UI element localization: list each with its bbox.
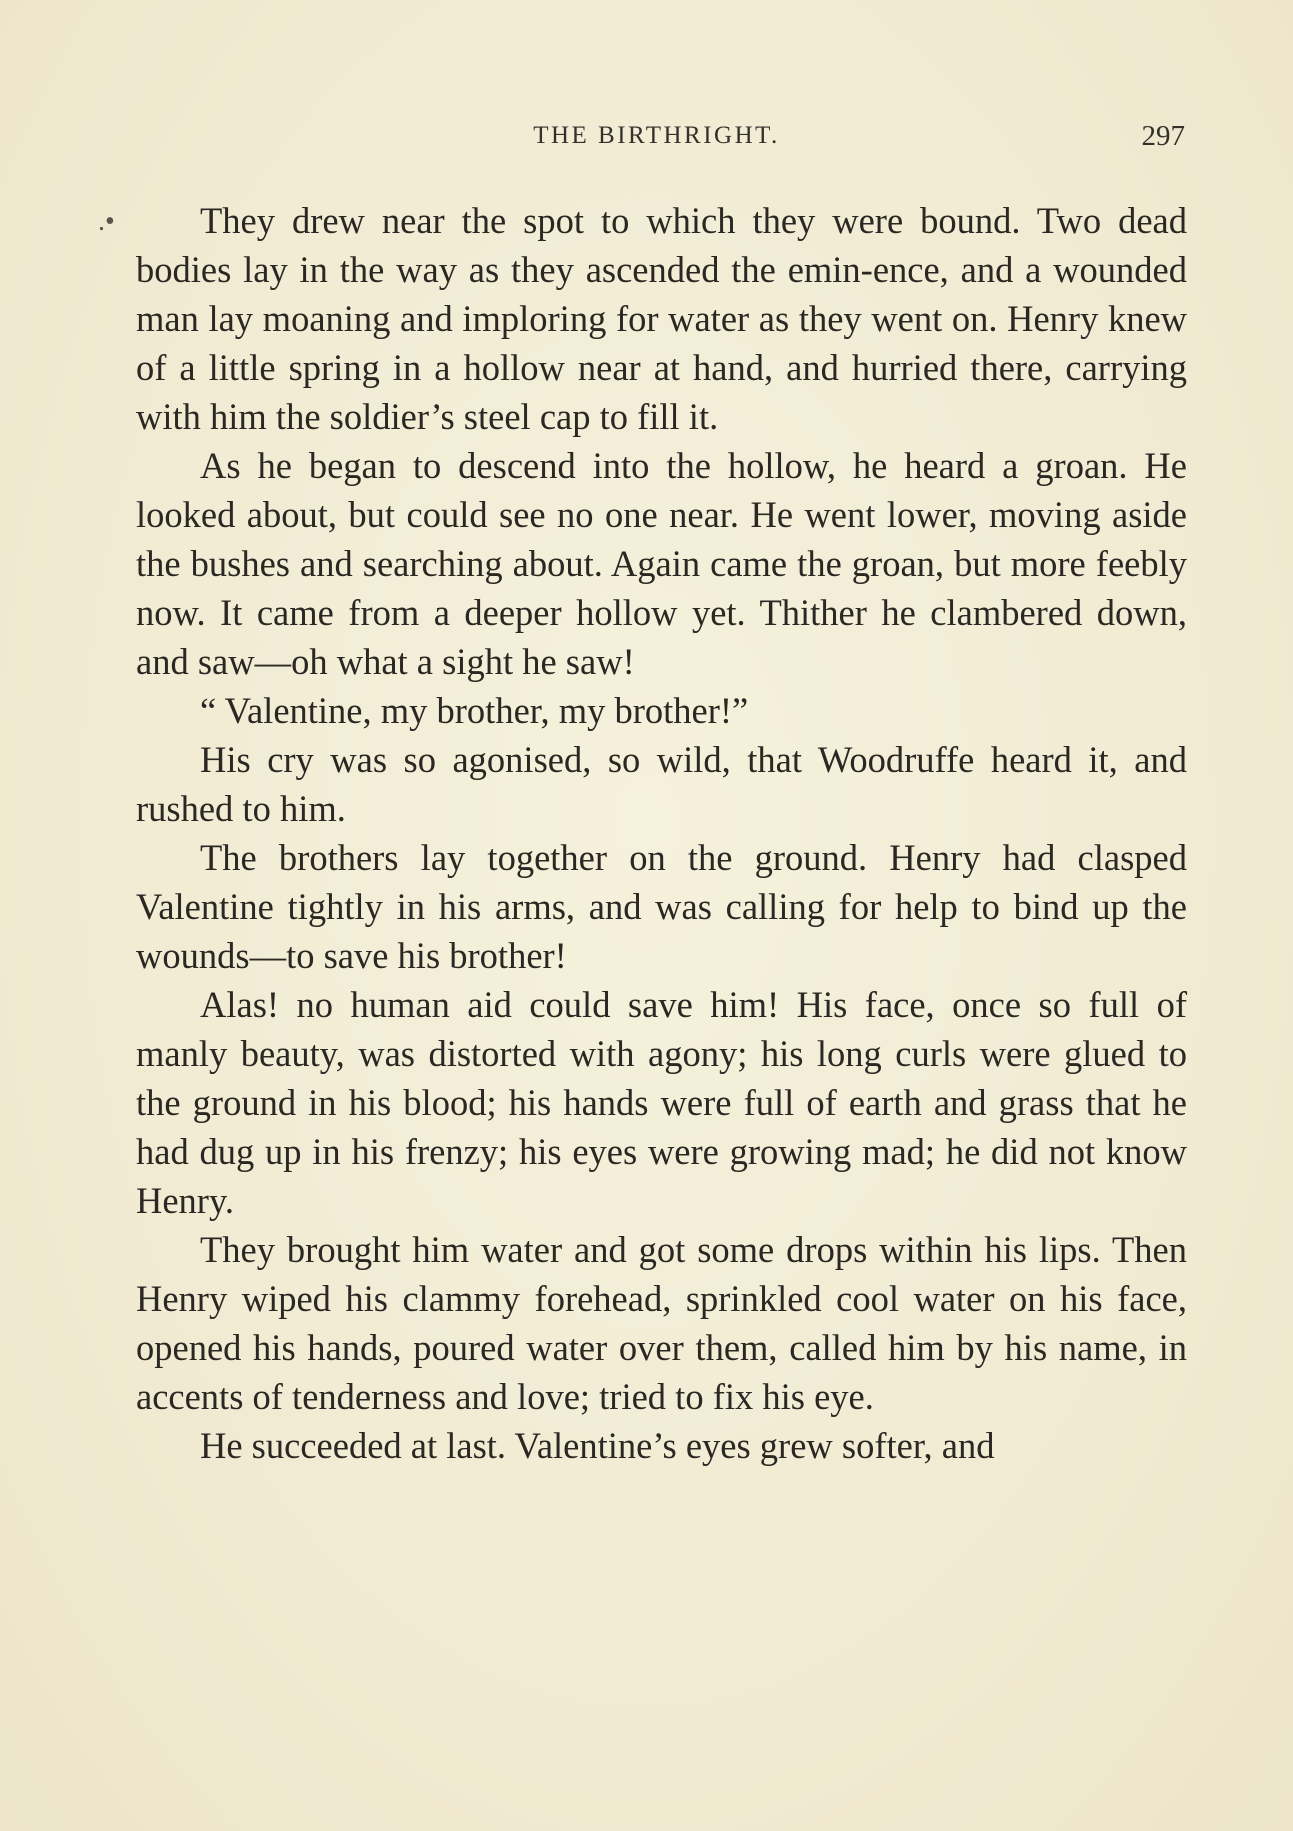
- paragraph-4: His cry was so agonised, so wild, that Woodruffe heard it, and rushed to him.: [136, 739, 1187, 829]
- paragraph-8: He succeeded at last. Valentine’s eyes grew softer, and: [200, 1425, 995, 1466]
- paragraph-1: They drew near the spot to which they were bound. Two dead bodies lay in the way as they ascended the emin-ence, and a wounded man lay moaning and imploring for water as they went on. Henry knew of a little spring in a hollow near at hand, and hurried there, carrying with him the soldier’s steel cap to fill it.: [136, 200, 1187, 437]
- paragraph-7: They brought him water and got some drops within his lips. Then Henry wiped his clammy forehead, sprinkled cool water on his face, opened his hands, poured water over them, called him by his name, in accents of tenderness and love; tried to fix his eye.: [136, 1229, 1187, 1417]
- paragraph-6: Alas! no human aid could save him! His face, once so full of manly beauty, was distorted with agony; his long curls were glued to the ground in his blood; his hands were full of earth and grass that he had dug up in his frenzy; his eyes were growing mad; he did not know Henry.: [136, 984, 1187, 1221]
- running-head: [128, 122, 1185, 158]
- paragraph-5: The brothers lay together on the ground. Henry had clasped Valentine tightly in his arms, and was calling for help to bind up the wounds—to save his brother!: [136, 837, 1187, 976]
- page-number: 297: [1141, 120, 1185, 152]
- paragraph-3: “ Valentine, my brother, my brother!”: [200, 690, 749, 731]
- margin-mark: .•: [98, 206, 115, 237]
- body-text: [136, 196, 1187, 1470]
- paragraph-2: As he began to descend into the hollow, he heard a groan. He looked about, but could see no one near. He went lower, moving aside the bushes and searching about. Again came the groan, but more feebly now. It came from a deeper hollow yet. Thither he clambered down, and saw—oh what a sight he saw!: [136, 445, 1187, 682]
- chapter-title: THE BIRTHRIGHT.: [533, 122, 780, 149]
